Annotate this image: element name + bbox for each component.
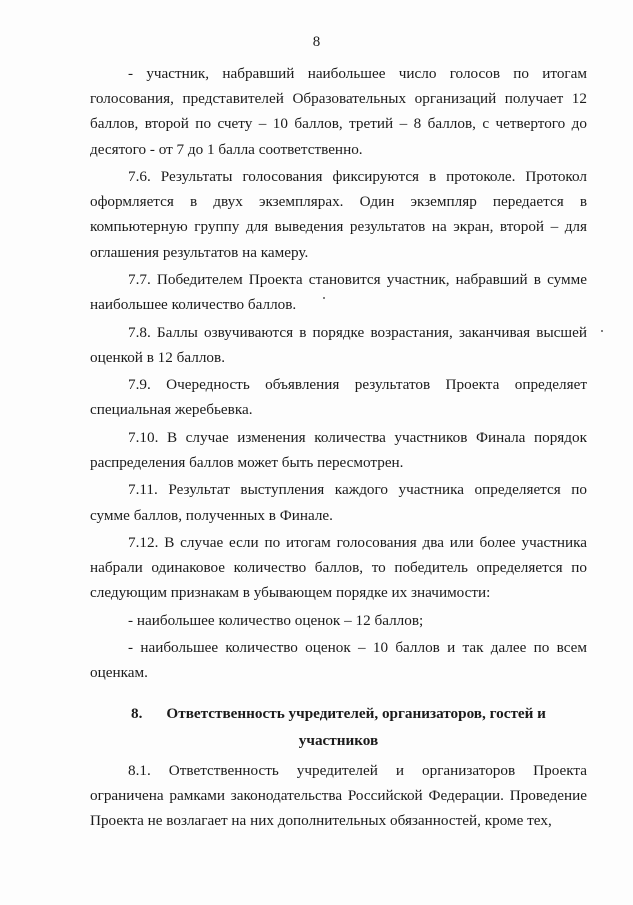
paragraph-8-1: 8.1. Ответственность учредителей и организаторов Проекта ограничена рамками законодательства Российской Федерации. Проведение Проекта не возлагает на них дополнительных обязанностей, кроме тех, (90, 761, 587, 829)
paragraph-7-6: 7.6. Результаты голосования фиксируются в протоколе. Протокол оформляется в двух экземплярах. Один экземпляр передается в компьютерную группу для выведения результатов на экран, второй – для оглашения результатов на камеру. (90, 168, 587, 261)
paragraph-points-first-place: - участник, набравший наибольшее число голосов по итогам голосования, представителей Образовательных организаций получает 12 баллов, второй по счету – 10 баллов, третий – 8 баллов, с четвертого до десятого - от 7 до 1 балла соответственно. (90, 65, 587, 158)
paragraph-7-10: 7.10. В случае изменения количества участников Финала порядок распределения баллов может быть пересмотрен. (90, 428, 587, 471)
scan-speck (601, 330, 603, 332)
section-title: Ответственность учредителей, организаторов, гостей и участников (166, 704, 546, 749)
scan-speck (323, 297, 325, 299)
page-number: 8 (312, 34, 321, 50)
paragraph-7-12: 7.12. В случае если по итогам голосования два или более участника набрали одинаковое количество баллов, то победитель определяется по следующим признакам в убывающем порядке их значимости: (90, 533, 587, 602)
paragraph-7-8: 7.8. Баллы озвучиваются в порядке возрастания, заканчивая высшей оценкой в 12 баллов. (90, 323, 587, 366)
paragraph-7-11: 7.11. Результат выступления каждого участника определяется по сумме баллов, полученных в Финале. (90, 481, 587, 524)
section-number: 8. (131, 704, 143, 722)
paragraph-7-9: 7.9. Очередность объявления результатов Проекта определяет специальная жеребьевка. (90, 376, 587, 419)
paragraph-7-7: 7.7. Победителем Проекта становится участник, набравший в сумме наибольшее количество баллов. (90, 271, 587, 314)
document-body (90, 61, 587, 835)
list-item-10-points: - наибольшее количество оценок – 10 баллов и так далее по всем оценкам. (90, 639, 587, 682)
list-item-12-points: - наибольшее количество оценок – 12 баллов; (128, 611, 424, 629)
section-heading (90, 700, 587, 754)
